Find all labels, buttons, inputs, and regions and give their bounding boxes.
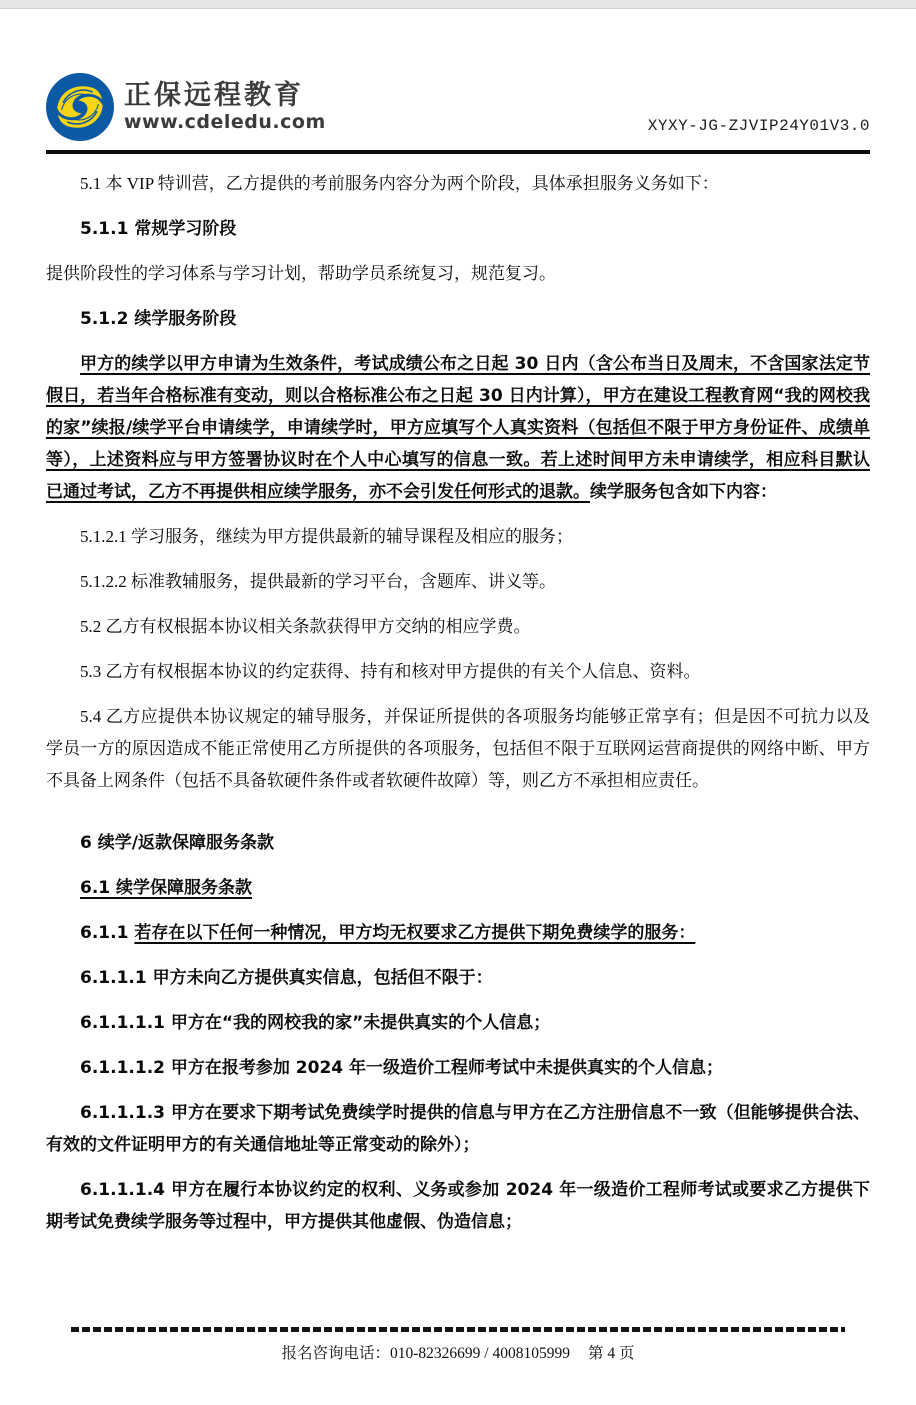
heading-5-1-2: 5.1.2 续学服务阶段 bbox=[80, 309, 237, 329]
clause-5-1-1-text: 提供阶段性的学习体系与学习计划，帮助学员系统复习，规范复习。 bbox=[46, 264, 556, 283]
footer-dashed-divider bbox=[71, 1327, 845, 1332]
zhengbao-swirl-logo-icon bbox=[46, 73, 114, 141]
heading-6-1-1-number: 6.1.1 bbox=[80, 923, 135, 943]
heading-6-1-underlined: 6.1 续学保障服务条款 bbox=[80, 878, 253, 898]
heading-5-1-1: 5.1.1 常规学习阶段 bbox=[80, 219, 237, 239]
document-code: XYXY-JG-ZJVIP24Y01V3.0 bbox=[647, 117, 870, 135]
clause-6-1-1-1-2: 6.1.1.1.2 甲方在报考参加 2024 年一级造价工程师考试中未提供真实的个人信息； bbox=[80, 1058, 724, 1078]
brand-website: www.cdeledu.com bbox=[124, 111, 326, 133]
brand-logo bbox=[46, 73, 326, 141]
clause-5-1-2-1: 5.1.2.1 学习服务，继续为甲方提供最新的辅导课程及相应的服务； bbox=[80, 527, 573, 546]
heading-6-1 bbox=[46, 872, 870, 904]
brand-text-block bbox=[124, 82, 326, 132]
clause-5-1-2-2: 5.1.2.2 标准教辅服务，提供最新的学习平台，含题库、讲义等。 bbox=[80, 572, 556, 591]
heading-6-1-1-underlined: 若存在以下任何一种情况，甲方均无权要求乙方提供下期免费续学的服务： bbox=[134, 923, 696, 943]
clause-5-4: 5.4 乙方应提供本协议规定的辅导服务，并保证所提供的各项服务均能够正常享有；但是因不可抗力以及学员一方的原因造成不能正常使用乙方所提供的各项服务，包括但不限于互联网运营商提供的网络中断、甲方不具备上网条件（包括不具备软硬件条件或者软硬件故障）等，则乙方不承担相应责任。 bbox=[46, 707, 870, 790]
clause-5-1: 5.1 本 VIP 特训营，乙方提供的考前服务内容分为两个阶段，具体承担服务义务如下： bbox=[80, 174, 719, 193]
clause-5-1-2-tail: 续学服务包含如下内容： bbox=[590, 482, 777, 502]
heading-6-1-1 bbox=[46, 917, 870, 949]
clause-5-2: 5.2 乙方有权根据本协议相关条款获得甲方交纳的相应学费。 bbox=[80, 617, 531, 636]
clause-6-1-1-1-1: 6.1.1.1.1 甲方在“我的网校我的家”未提供真实的个人信息； bbox=[80, 1013, 551, 1033]
footer-contact-phone: 报名咨询电话：010-82326699 / 4008105999 bbox=[281, 1345, 570, 1362]
top-strip bbox=[0, 0, 916, 9]
document-header bbox=[46, 71, 870, 141]
clause-5-1-2-underlined: 甲方的续学以甲方申请为生效条件，考试成绩公布之日起 30 日内（含公布当日及周末，不含国家法定节假日，若当年合格标准有变动，则以合格标准公布之日起 30 日内计算），甲方在建设工程教育网“我的网校我的家”续报/续学平台申请续学，申请续学时，甲方应填写个人真实资料（包括但不限于甲方身份证件、成绩单等），上述资料应与甲方签署协议时在个人中心填写的信息一致。若上述时间甲方未申请续学，相应科目默认已通过考试，乙方不再提供相应续学服务，亦不会引发任何形式的退款。 bbox=[46, 354, 870, 502]
header-divider bbox=[46, 150, 870, 154]
clause-6-1-1-1-4: 6.1.1.1.4 甲方在履行本协议约定的权利、义务或参加 2024 年一级造价工程师考试或要求乙方提供下期考试免费续学服务等过程中，甲方提供其他虚假、伪造信息； bbox=[46, 1180, 870, 1232]
clause-6-1-1-1-3: 6.1.1.1.3 甲方在要求下期考试免费续学时提供的信息与甲方在乙方注册信息不一致（但能够提供合法、有效的文件证明甲方的有关通信地址等正常变动的除外）； bbox=[46, 1103, 870, 1155]
brand-name: 正保远程教育 bbox=[124, 80, 304, 111]
clause-5-3: 5.3 乙方有权根据本协议的约定获得、持有和核对甲方提供的有关个人信息、资料。 bbox=[80, 662, 701, 681]
document-body bbox=[46, 168, 870, 1238]
clause-5-1-2-body bbox=[46, 348, 870, 508]
footer-page-number: 第 4 页 bbox=[587, 1345, 635, 1362]
document-footer bbox=[46, 1327, 870, 1365]
footer-text bbox=[46, 1343, 870, 1365]
heading-6: 6 续学/返款保障服务条款 bbox=[80, 833, 274, 853]
clause-6-1-1-1: 6.1.1.1 甲方未向乙方提供真实信息，包括但不限于： bbox=[80, 968, 493, 988]
